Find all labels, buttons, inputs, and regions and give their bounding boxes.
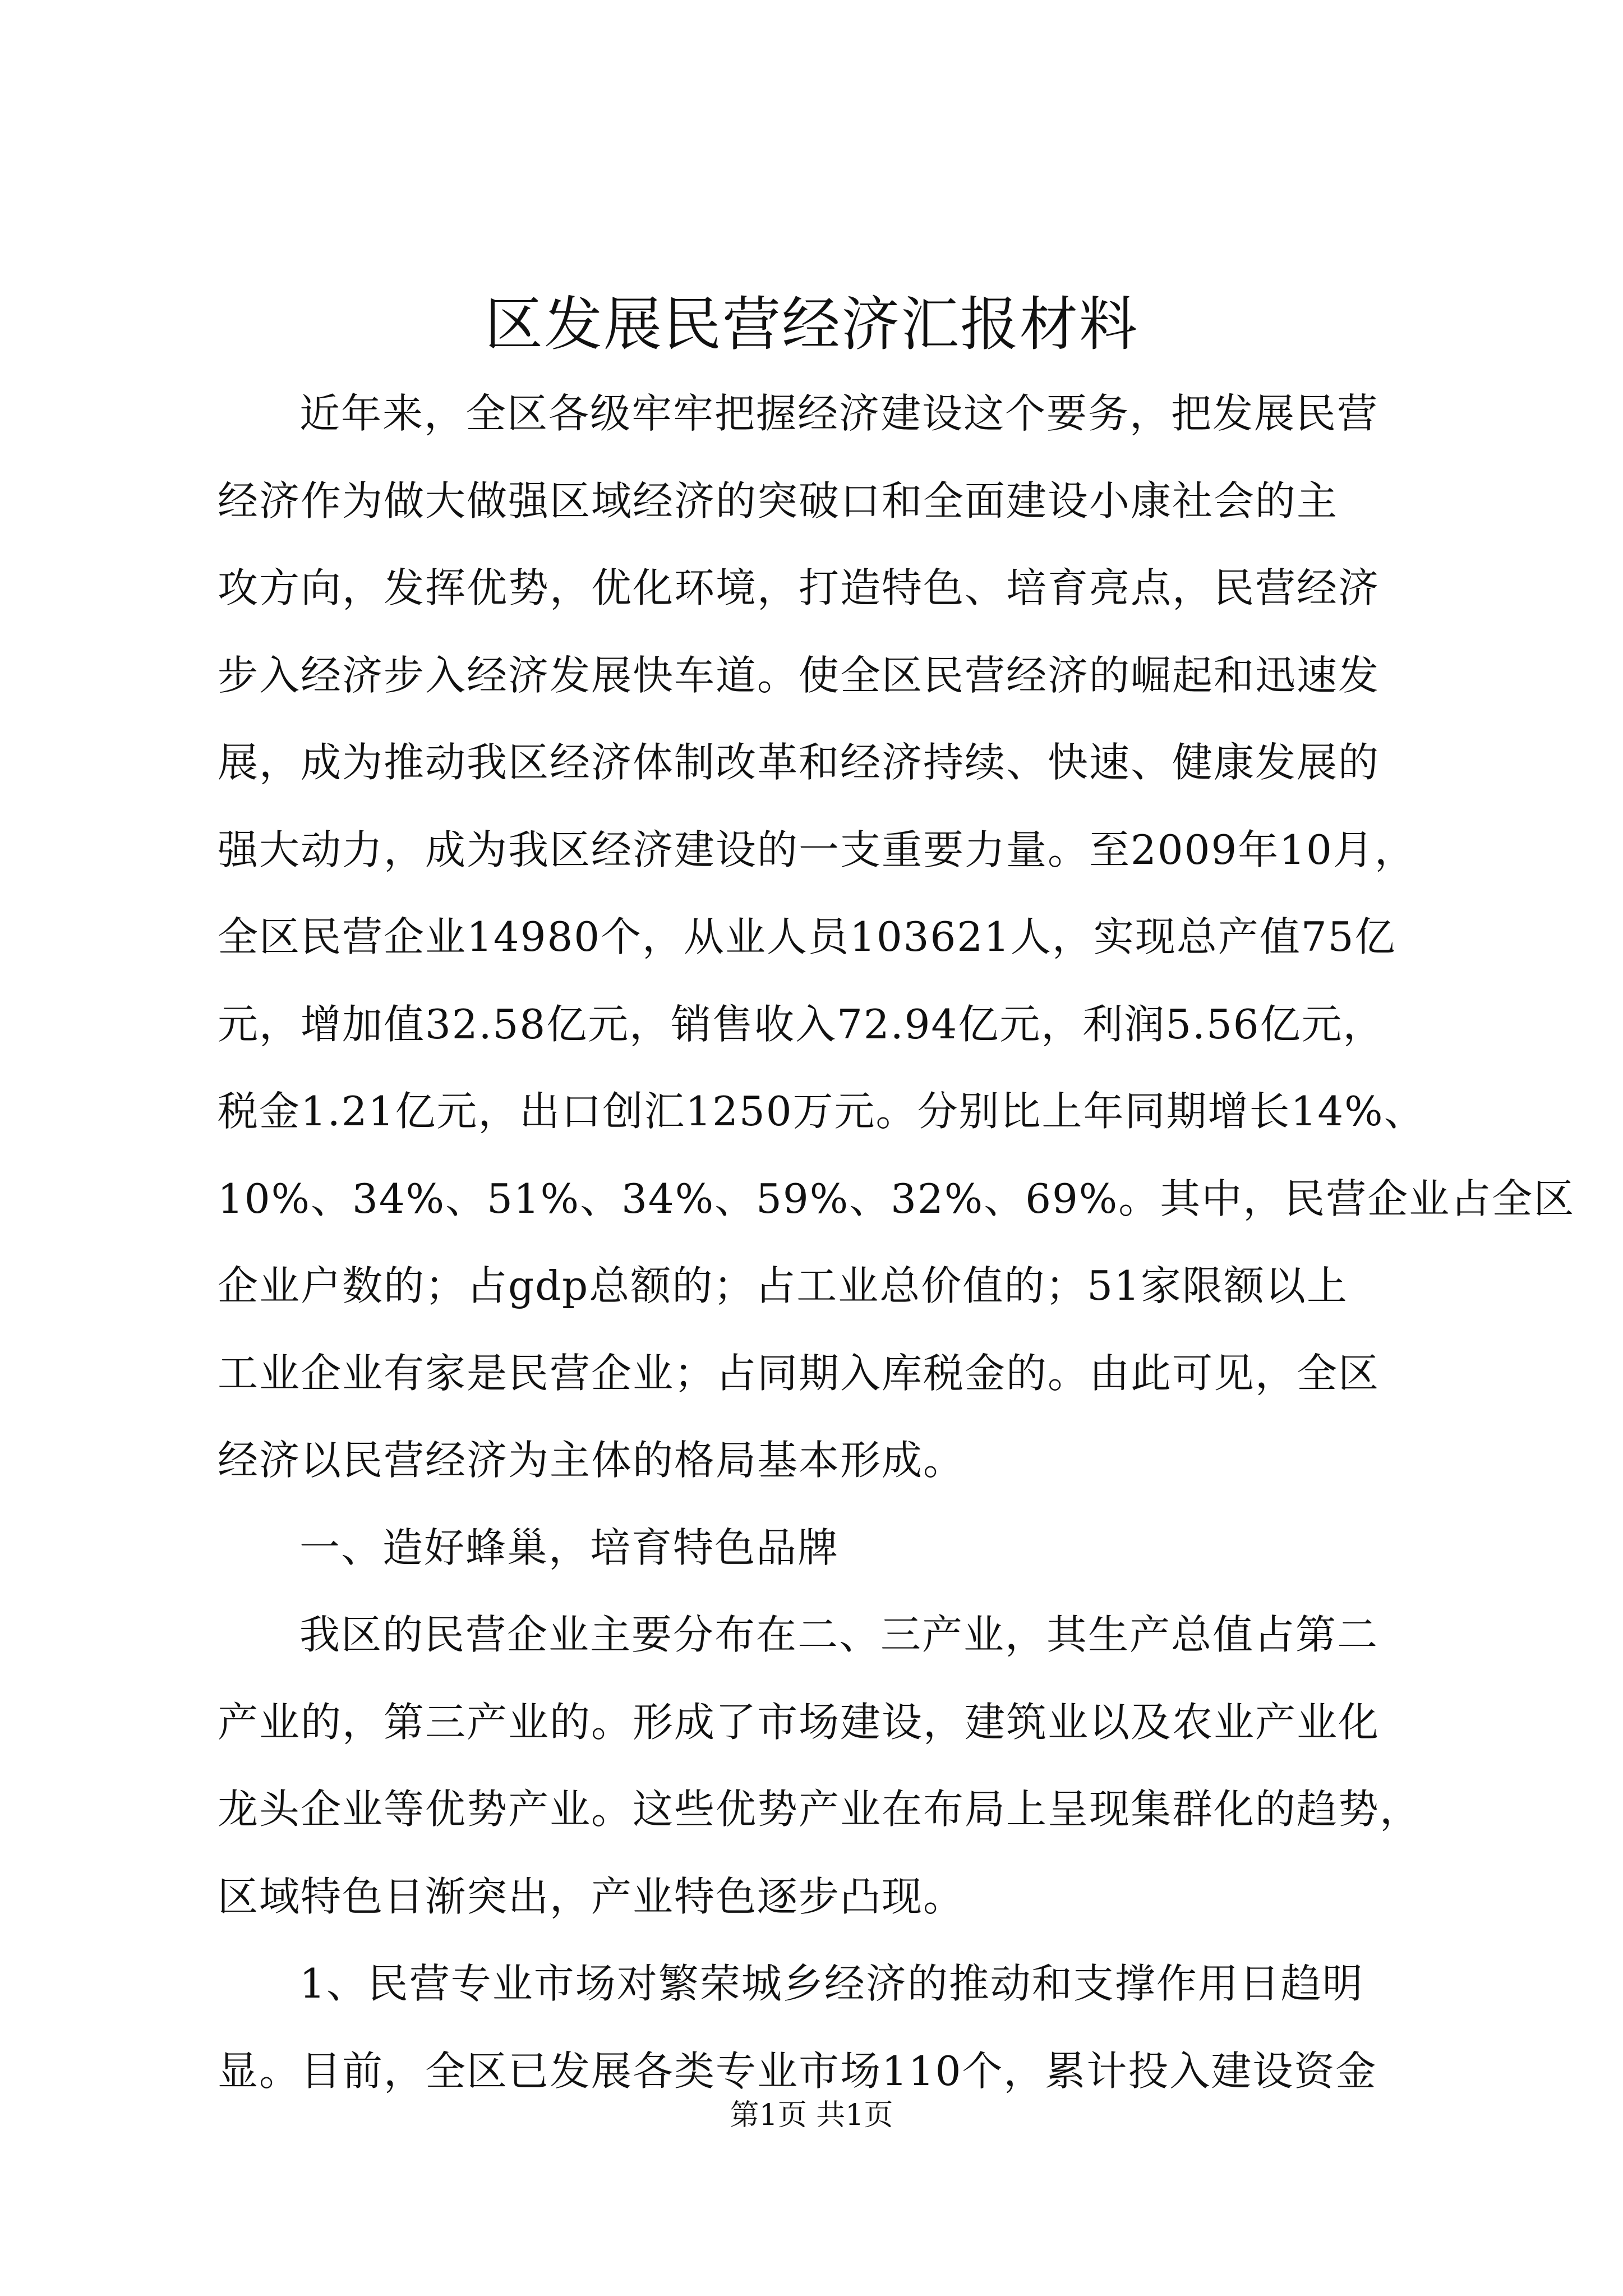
paragraph-line: 10%、34%、51%、34%、59%、32%、69%。其中，民营企业占全区 xyxy=(218,1175,1575,1222)
paragraph-line: 产业的，第三产业的。形成了市场建设，建筑业以及农业产业化 xyxy=(218,1698,1380,1746)
paragraph-line: 展，成为推动我区经济体制改革和经济持续、快速、健康发展的 xyxy=(218,739,1380,786)
paragraph-line: 区域特色日渐突出，产业特色逐步凸现。 xyxy=(218,1872,965,1920)
paragraph-line: 龙头企业等优势产业。这些优势产业在布局上呈现集群化的趋势， xyxy=(218,1786,1422,1833)
paragraph-line: 元，增加值32.58亿元，销售收入72.94亿元，利润5.56亿元， xyxy=(218,1000,1385,1048)
paragraph-line: 工业企业有家是民营企业；占同期入库税金的。由此可见，全区 xyxy=(218,1349,1380,1397)
paragraph-line: 强大动力，成为我区经济建设的一支重要力量。至2009年10月， xyxy=(218,826,1416,873)
paragraph-line: 显。目前，全区已发展各类专业市场110个，累计投入建设资金 xyxy=(218,2047,1377,2095)
paragraph-line: 攻方向，发挥优势，优化环境，打造特色、培育亮点，民营经济 xyxy=(218,564,1380,611)
document-body xyxy=(218,370,1575,2115)
page-footer: 第1页 共1页 xyxy=(730,2099,893,2132)
paragraph-line: 企业户数的；占gdp总额的；占工业总价值的；51家限额以上 xyxy=(218,1262,1348,1309)
paragraph-line: 步入经济步入经济发展快车道。使全区民营经济的崛起和迅速发 xyxy=(218,651,1380,699)
document-title: 区发展民营经济汇报材料 xyxy=(484,290,1138,358)
section-heading: 一、造好蜂巢，培育特色品牌 xyxy=(299,1524,840,1571)
paragraph-line: 经济作为做大做强区域经济的突破口和全面建设小康社会的主 xyxy=(218,477,1339,524)
paragraph-line: 1、民营专业市场对繁荣城乡经济的推动和支撑作用日趋明 xyxy=(299,1960,1364,2007)
paragraph-line: 我区的民营企业主要分布在二、三产业，其生产总值占第二 xyxy=(299,1611,1379,1658)
paragraph-line: 近年来，全区各级牢牢把握经济建设这个要务，把发展民营 xyxy=(299,390,1379,437)
paragraph-line: 全区民营企业14980个，从业人员103621人，实现总产值75亿 xyxy=(218,913,1396,960)
paragraph-line: 税金1.21亿元，出口创汇1250万元。分别比上年同期增长14%、 xyxy=(218,1088,1426,1135)
paragraph-line: 经济以民营经济为主体的格局基本形成。 xyxy=(218,1437,965,1484)
